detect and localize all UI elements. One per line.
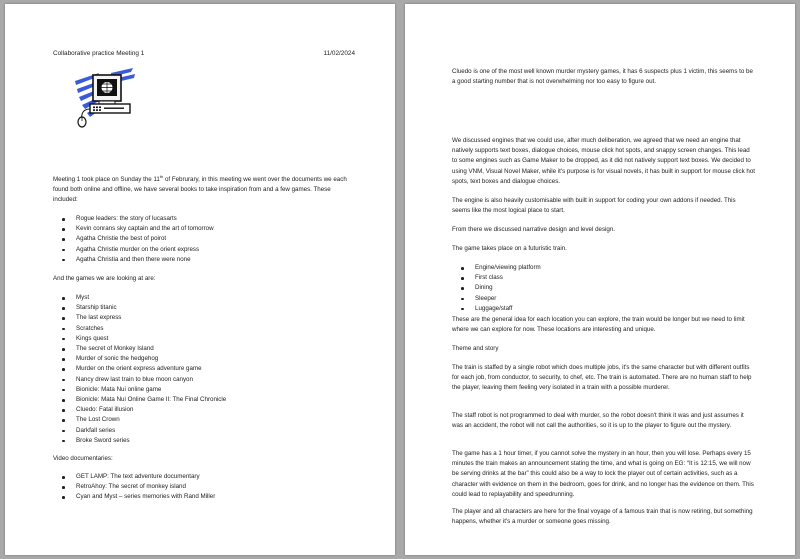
paragraph-narrative: From there we discussed narrative design and level design. — [452, 226, 616, 233]
games-list — [53, 293, 355, 446]
paragraph-train: The game takes place on a futuristic train. — [452, 245, 567, 252]
list-item: Darkfall series — [53, 426, 355, 436]
list-item: Murder on the orient express adventure game — [53, 364, 355, 374]
list-item: GET LAMP: The text adventure documentary — [53, 472, 355, 482]
list-item: Engine/viewing platform — [452, 263, 755, 273]
list-item: Agatha Christie murder on the orient express — [53, 245, 355, 255]
list-item: Agatha Christie the best of poirot — [53, 234, 355, 244]
list-item: First class — [452, 273, 755, 283]
list-item: Myst — [53, 293, 355, 303]
paragraph-cluedo: Cluedo is one of the most well known murder mystery games, it has 6 suspects plus 1 victim, this seems to be a good starting number that is not overwhelming nor too easy to figure out. — [452, 68, 753, 86]
intro-paragraph: Meeting 1 took place on Sunday the 11th of Februrary, in this meeting we went over the documents we each found both online and offline, we have several books to take inspiration from and a few games. These included: — [53, 173, 347, 204]
list-item: Cluedo: Fatal illusion — [53, 405, 355, 415]
heading-theme-story: Theme and story — [452, 345, 499, 352]
list-item: Bionicle: Mata Nui Online Game II: The Final Chronicle — [53, 395, 355, 405]
header-title: Collaborative practice Meeting 1 — [53, 50, 145, 57]
paragraph-timer: The game has a 1 hour timer, if you cannot solve the mystery in an hour, then you will lose. Perhaps every 15 minutes the train makes an announcement stating the time, and what is going on EG: “It is 12:15, we will now be serving drinks at the bar” this could also be a way to lock the player out of certain activities, such as a character with evidence on them in the bedroom, goes for drink, and no longer has the evidence on them. This could lead to replayability and speedrunning. — [452, 450, 754, 498]
paragraph-general: These are the general idea for each location you can explore, the train would be longer but we need to limit where we can explore for now. These locations are interesting and unique. — [452, 316, 745, 334]
page-header — [53, 50, 355, 57]
list-item: Luggage/staff — [452, 304, 755, 314]
paragraph-staffed: The train is staffed by a single robot which does multiple jobs, it's the same character but with different outfits for each job, from conductor, to security, to chef, etc. The train is automated. There are no human staff to help the player, leaving them feeling very isolated in a train with a possible murderer. — [452, 364, 752, 392]
videos-list — [53, 472, 355, 503]
paragraph-voyage: The player and all characters are here for the final voyage of a famous train that is now retiring, but something happens, whether it's a murder or someone goes missing. — [452, 508, 753, 526]
list-item: Broke Sword series — [53, 436, 355, 446]
header-date: 11/02/2024 — [323, 50, 355, 57]
list-item: Dining — [452, 283, 755, 293]
document-page-1 — [5, 4, 395, 555]
videos-intro: Video documentaries: — [53, 455, 113, 462]
list-item: Starship titanic — [53, 303, 355, 313]
list-item: Agatha Christia and then there were none — [53, 255, 355, 265]
list-item: Scratches — [53, 324, 355, 334]
list-item: Nancy drew last train to blue moon canyon — [53, 375, 355, 385]
list-item: Bionicle: Mata Nui online game — [53, 385, 355, 395]
books-list — [53, 214, 355, 265]
list-item: Cyan and Myst – series memories with Rand Miller — [53, 492, 355, 502]
list-item: Murder of sonic the hedgehog — [53, 354, 355, 364]
computer-clipart-icon — [73, 67, 137, 129]
list-item: Kings quest — [53, 334, 355, 344]
list-item: Sleeper — [452, 294, 755, 304]
list-item: The secret of Monkey Island — [53, 344, 355, 354]
list-item: Kevin conrans sky captain and the art of tomorrow — [53, 224, 355, 234]
list-item: The Lost Crown — [53, 415, 355, 425]
paragraph-customisable: The engine is also heavily customisable with built in support for coding your own addons if needed. This seems like the most logical place to start. — [452, 197, 736, 215]
paragraph-robot: The staff robot is not programmed to deal with murder, so the robot doesn't think it was and just assumes it was an accident, the robot will not call the authorities, so it is up to the player to figure out the mystery. — [452, 412, 744, 430]
list-item: RetroAhoy: The secret of monkey island — [53, 482, 355, 492]
paragraph-engines: We discussed engines that we could use, after much deliberation, we agreed that we need an engine that natively supports text boxes, dialogue choices, mouse click hot spots, and snappy screen changes. This lead to some engines such as Game Maker to be dropped, as it did not natively support text boxes. We decided to using VNM, Visual Novel Maker, while it's purpose is for visual novels, it has built in support for mouse click hot spots, text boxes and dialogue choices. — [452, 137, 756, 185]
list-item: The last express — [53, 313, 355, 323]
document-page-2 — [405, 4, 795, 555]
train-locations-list — [452, 263, 755, 314]
games-intro: And the games we are looking at are: — [53, 275, 156, 282]
list-item: Rogue leaders: the story of lucasarts — [53, 214, 355, 224]
